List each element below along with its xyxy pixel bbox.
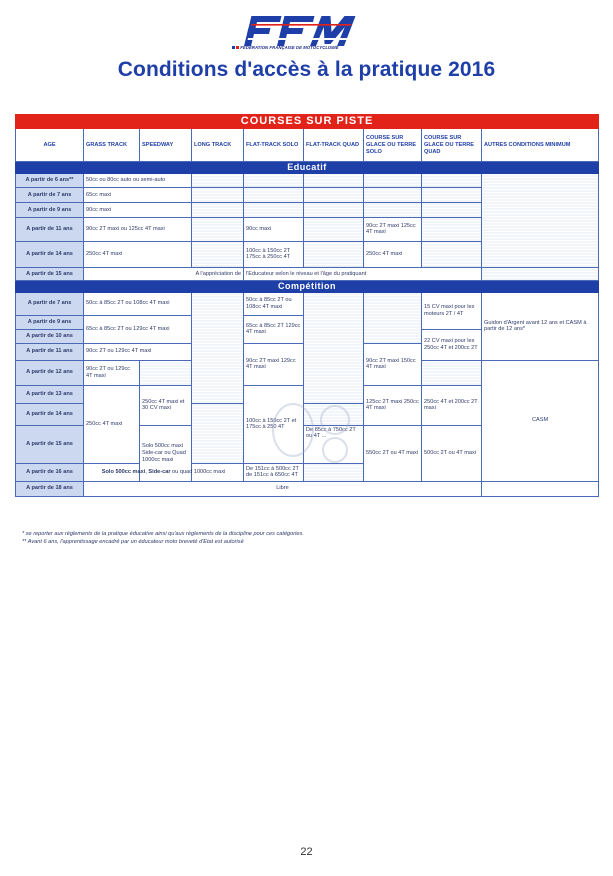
sidecar-label: Side-car — [148, 468, 171, 475]
table-cell: Solo 500cc maxi Side-car ou Quad 1000cc maxi — [140, 425, 192, 481]
table-cell: 50cc à 85cc 2T ou 108cc 4T maxi — [84, 292, 192, 315]
page-number: 22 — [300, 846, 313, 858]
age-cell: A partir de 15 ans — [16, 425, 84, 463]
hatched-cell — [304, 217, 364, 241]
federation-name: FÉDÉRATION FRANÇAISE DE MOTOCYCLISME — [240, 45, 339, 50]
table-cell: 15 CV maxi pour les moteurs 2T / 4T — [422, 292, 482, 329]
hatched-cell — [482, 173, 599, 267]
table-cell: 550cc 2T ou 4T maxi — [364, 425, 422, 481]
hatched-cell — [192, 187, 244, 202]
hatched-cell — [192, 202, 244, 217]
age-cell: A partir de 13 ans — [16, 385, 84, 403]
hatched-cell — [192, 241, 244, 267]
col-long-track: LONG TRACK — [192, 129, 244, 162]
col-age: AGE — [16, 129, 84, 162]
age-cell: A partir de 11 ans — [16, 343, 84, 360]
table-title: COURSES SUR PISTE — [16, 115, 599, 129]
hatched-cell — [192, 173, 244, 187]
hatched-cell — [364, 173, 422, 187]
table-cell: A l'appréciation de — [84, 267, 244, 280]
table-cell: 90cc maxi — [84, 202, 192, 217]
hatched-cell — [422, 202, 482, 217]
table-cell — [482, 481, 599, 496]
hatched-cell — [482, 267, 599, 280]
age-cell: A partir de 9 ans — [16, 315, 84, 329]
hatched-cell — [422, 217, 482, 241]
table-cell: 50cc à 85cc 2T ou 108cc 4T maxi — [244, 292, 304, 315]
solo-label: Solo 500cc maxi — [101, 468, 146, 475]
table-cell: 100cc à 150cc 2T et 175cc à 250 4T — [244, 385, 304, 463]
table-cell: 90cc 2T maxi 125cc 4T maxi — [364, 217, 422, 241]
hatched-cell — [364, 292, 422, 343]
age-cell: A partir de 11 ans — [16, 217, 84, 241]
quad-label: ou quad 1000cc maxi — [170, 468, 226, 475]
table-cell: 250cc 4T maxi et 30 CV maxi — [140, 385, 192, 425]
hatched-cell — [192, 403, 244, 463]
federation-caption — [232, 45, 372, 50]
table-cell: 65cc à 85cc 2T ou 129cc 4T maxi — [84, 315, 192, 343]
col-autres: AUTRES CONDITIONS MINIMUM — [482, 129, 599, 162]
conditions-table — [15, 114, 599, 497]
table-cell: 90cc 2T maxi 150cc 4T maxi — [364, 343, 422, 385]
table-cell: 90cc 2T maxi 129cc 4T maxi — [244, 343, 304, 385]
age-cell: A partir de 16 ans — [16, 463, 84, 481]
hatched-cell — [304, 241, 364, 267]
col-grass-track: GRASS TRACK — [84, 129, 140, 162]
col-flat-track-quad: FLAT-TRACK QUAD — [304, 129, 364, 162]
table-cell: De 151cc à 500cc 2T de 151cc à 650cc 4T — [244, 463, 304, 481]
separator: , — [145, 468, 149, 475]
age-cell: A partir de 15 ans — [16, 267, 84, 280]
table-cell: De 85cc à 750cc 2T ou 4T ... — [304, 425, 364, 463]
age-cell: A partir de 10 ans — [16, 329, 84, 343]
age-cell: A partir de 14 ans — [16, 403, 84, 425]
table-cell: l'Educateur selon le niveau et l'âge du pratiquant — [244, 267, 482, 280]
table-cell: 90cc maxi — [244, 217, 304, 241]
table-cell: 90cc 2T ou 129cc 4T maxi — [84, 343, 192, 360]
hatched-cell — [244, 187, 304, 202]
hatched-cell — [304, 187, 364, 202]
age-cell: A partir de 7 ans — [16, 292, 84, 315]
hatched-cell — [364, 202, 422, 217]
age-cell: A partir de 18 ans — [16, 481, 84, 496]
table-cell: 250cc 4T maxi — [364, 241, 422, 267]
col-speedway: SPEEDWAY — [140, 129, 192, 162]
hatched-cell — [422, 360, 482, 385]
footnote-2: ** Avant 6 ans, l'apprentissage encadré par un éducateur moto breveté d'Etat est autorisé — [22, 538, 244, 545]
footnote-1: * se reporter aux règlements de la pratique éducative ainsi qu'aux règlements de la discipline pour ces catégories. — [22, 531, 304, 537]
hatched-cell — [192, 292, 244, 403]
section-competition: Compétition — [16, 280, 599, 292]
table-cell: Libre — [84, 481, 482, 496]
table-cell: 125cc 2T maxi 250cc 4T maxi — [364, 385, 422, 425]
col-flat-track-solo: FLAT-TRACK SOLO — [244, 129, 304, 162]
section-educatif: Educatif — [16, 162, 599, 174]
table-cell: 250cc 4T maxi — [84, 241, 192, 267]
table-cell: 22 CV maxi pour les 250cc 4T et 200cc 2T — [422, 329, 482, 360]
table-cell: 250cc 4T et 200cc 2T maxi — [422, 385, 482, 425]
age-cell: A partir de 14 ans — [16, 241, 84, 267]
hatched-cell — [304, 202, 364, 217]
autres-cell: Guidon d'Argent avant 12 ans et CASM à partir de 12 ans* — [482, 292, 599, 360]
table-cell — [84, 463, 244, 481]
hatched-cell — [192, 217, 244, 241]
age-cell: A partir de 9 ans — [16, 202, 84, 217]
hatched-cell — [304, 292, 364, 403]
table-cell: 100cc à 150cc 2T 175cc à 250cc 4T — [244, 241, 304, 267]
col-glace-quad: COURSE SUR GLACE OU TERRE QUAD — [422, 129, 482, 162]
hatched-cell — [422, 173, 482, 187]
casm-cell: CASM — [482, 360, 599, 481]
hatched-cell — [422, 187, 482, 202]
hatched-cell — [304, 403, 364, 425]
hatched-cell — [304, 463, 364, 481]
age-cell: A partir de 6 ans** — [16, 173, 84, 187]
age-cell: A partir de 7 ans — [16, 187, 84, 202]
page-title: Conditions d'accès à la pratique 2016 — [117, 58, 496, 81]
footnotes — [22, 531, 592, 546]
flag-red-icon — [236, 46, 239, 49]
hatched-cell — [244, 173, 304, 187]
hatched-cell — [140, 360, 192, 385]
hatched-cell — [422, 241, 482, 267]
col-glace-solo: COURSE SUR GLACE OU TERRE SOLO — [364, 129, 422, 162]
table-cell: 250cc 4T maxi — [84, 385, 140, 463]
hatched-cell — [364, 187, 422, 202]
table-cell: 90cc 2T ou 129cc 4T maxi — [84, 360, 140, 385]
hatched-cell — [304, 173, 364, 187]
hatched-cell — [244, 202, 304, 217]
table-cell: 65cc à 85cc 2T 129cc 4T maxi — [244, 315, 304, 343]
table-cell: 500cc 2T ou 4T maxi — [422, 425, 482, 481]
table-cell: 65cc maxi — [84, 187, 192, 202]
age-cell: A partir de 12 ans — [16, 360, 84, 385]
table-cell: 90cc 2T maxi ou 125cc 4T maxi — [84, 217, 192, 241]
table-cell: 50cc ou 80cc auto ou semi-auto — [84, 173, 192, 187]
